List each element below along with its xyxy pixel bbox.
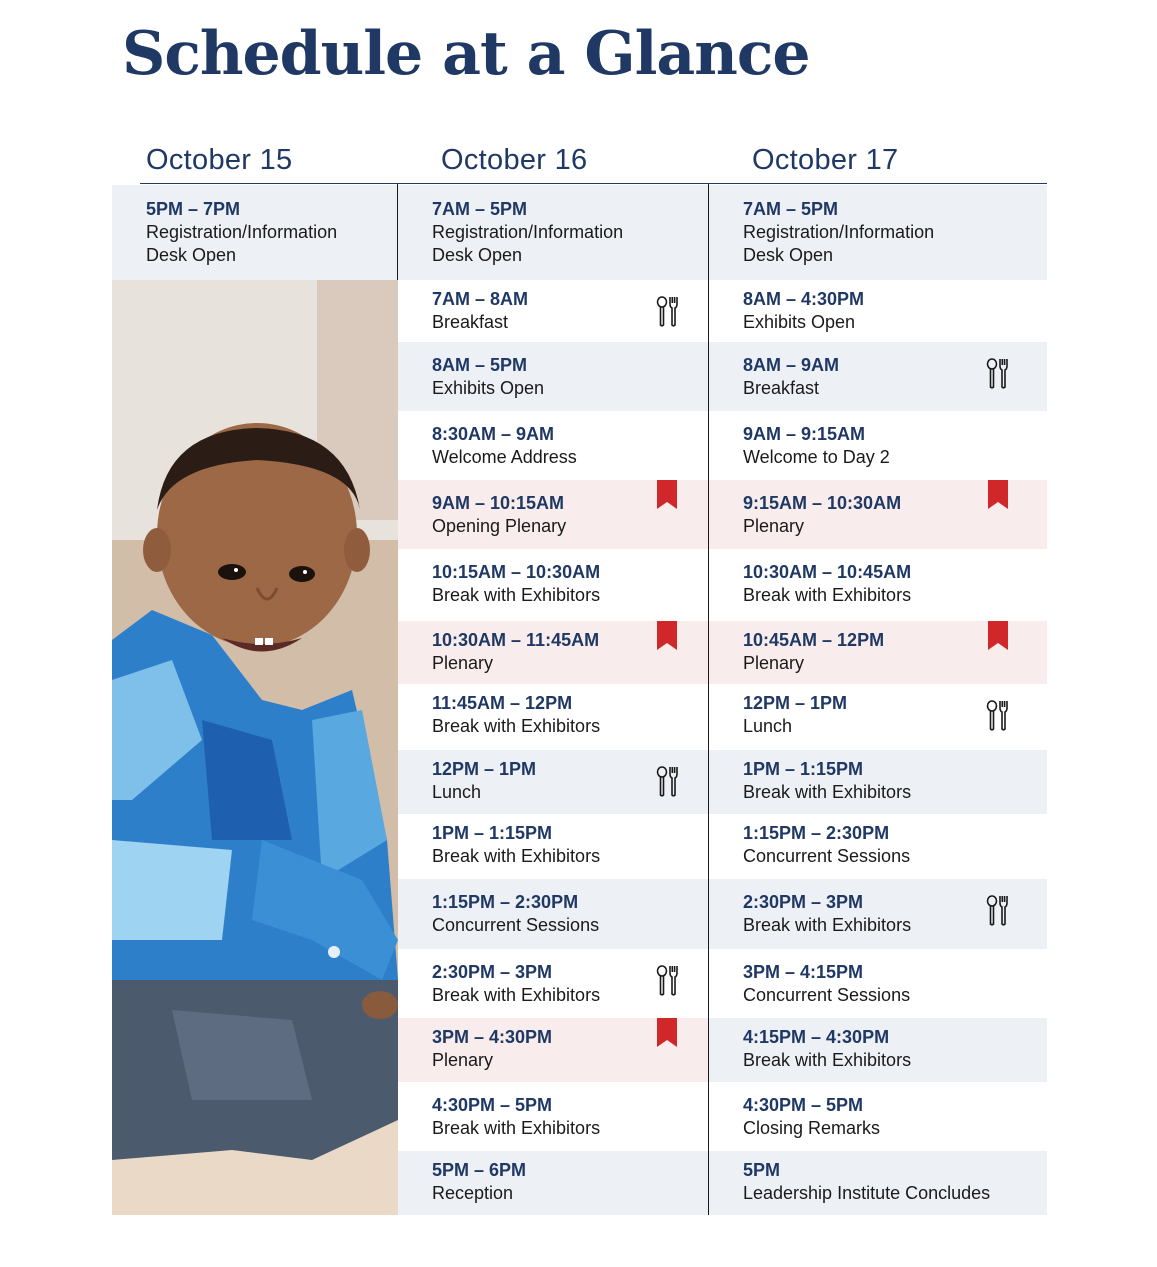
event-time: 2:30PM – 3PM: [743, 892, 864, 912]
event-title: Leadership Institute Concludes: [743, 1183, 991, 1203]
schedule-row: [398, 549, 708, 621]
day-header-oct-15: October 15: [146, 144, 293, 176]
schedule-row: [398, 342, 708, 411]
utensils-icon: [656, 965, 680, 1002]
event-title: Lunch: [432, 782, 482, 802]
bookmark-icon: [988, 480, 1008, 515]
event-title: Plenary: [743, 653, 805, 673]
event-title: Break with Exhibitors: [743, 782, 912, 802]
event-time: 3PM – 4:15PM: [743, 962, 864, 982]
header-divider: [140, 183, 1047, 184]
event-title: Desk Open: [146, 245, 237, 265]
event-title: Desk Open: [743, 245, 834, 265]
event-title: Plenary: [743, 516, 805, 536]
event-title: Registration/Information: [432, 222, 624, 242]
schedule-row: [398, 1082, 708, 1151]
bookmark-icon: [657, 621, 677, 656]
day-header-oct-16: October 16: [441, 144, 588, 176]
utensils-icon: [986, 700, 1010, 737]
schedule-row: [709, 185, 1047, 280]
event-time: 9:15AM – 10:30AM: [743, 493, 902, 513]
event-title: Breakfast: [743, 378, 820, 398]
event-title: Lunch: [743, 716, 793, 736]
event-time: 1:15PM – 2:30PM: [432, 892, 579, 912]
schedule-row: [398, 185, 708, 280]
event-title: Break with Exhibitors: [743, 915, 912, 935]
utensils-icon: [986, 895, 1010, 932]
schedule-row: [398, 879, 708, 949]
day-header-oct-17: October 17: [752, 144, 899, 176]
schedule-row: [709, 411, 1047, 480]
schedule-row: [709, 1082, 1047, 1151]
event-title: Reception: [432, 1183, 514, 1203]
column-divider-2: [708, 184, 709, 1215]
utensils-icon: [656, 766, 680, 803]
event-time: 10:15AM – 10:30AM: [432, 562, 601, 582]
column-divider-1: [397, 184, 398, 280]
event-title: Welcome to Day 2: [743, 447, 890, 467]
schedule-row: [398, 411, 708, 480]
schedule-row: [398, 621, 708, 684]
event-time: 8AM – 9AM: [743, 355, 840, 375]
event-title: Registration/Information: [146, 222, 338, 242]
schedule-row: [398, 814, 708, 879]
schedule-row: [398, 949, 708, 1018]
event-time: 1PM – 1:15PM: [432, 823, 553, 843]
event-time: 9AM – 9:15AM: [743, 424, 866, 444]
event-time: 8AM – 5PM: [432, 355, 528, 375]
event-title: Concurrent Sessions: [432, 915, 600, 935]
schedule-row: [709, 949, 1047, 1018]
event-time: 12PM – 1PM: [432, 759, 537, 779]
schedule-row: [709, 280, 1047, 342]
event-time: 8:30AM – 9AM: [432, 424, 555, 444]
schedule-row: [709, 1018, 1047, 1082]
utensils-icon: [986, 358, 1010, 395]
event-time: 4:30PM – 5PM: [432, 1095, 553, 1115]
event-time: 7AM – 5PM: [743, 199, 839, 219]
schedule-row: [709, 549, 1047, 621]
event-time: 5PM – 7PM: [146, 199, 241, 219]
event-time: 11:45AM – 12PM: [432, 693, 573, 713]
event-title: Opening Plenary: [432, 516, 567, 536]
event-time: 5PM: [743, 1160, 781, 1180]
event-title: Break with Exhibitors: [432, 985, 601, 1005]
event-time: 10:30AM – 11:45AM: [432, 630, 600, 650]
event-title: Registration/Information: [743, 222, 935, 242]
event-title: Plenary: [432, 1050, 494, 1070]
toddler-illustration: [112, 280, 398, 1215]
schedule-row: [398, 1151, 708, 1215]
event-title: Break with Exhibitors: [743, 1050, 912, 1070]
utensils-icon: [656, 296, 680, 333]
event-title: Welcome Address: [432, 447, 577, 467]
event-time: 1PM – 1:15PM: [743, 759, 864, 779]
event-time: 10:45AM – 12PM: [743, 630, 885, 650]
event-time: 4:15PM – 4:30PM: [743, 1027, 890, 1047]
event-time: 8AM – 4:30PM: [743, 289, 865, 309]
schedule-row: [398, 480, 708, 549]
event-time: 9AM – 10:15AM: [432, 493, 565, 513]
schedule-row: [709, 342, 1047, 411]
bookmark-icon: [657, 1018, 677, 1053]
event-title: Exhibits Open: [432, 378, 545, 398]
schedule-row: [709, 750, 1047, 814]
event-title: Breakfast: [432, 312, 509, 332]
event-title: Plenary: [432, 653, 494, 673]
event-title: Concurrent Sessions: [743, 846, 911, 866]
schedule-row: [709, 480, 1047, 549]
event-time: 10:30AM – 10:45AM: [743, 562, 912, 582]
schedule-row: [398, 750, 708, 814]
bookmark-icon: [657, 480, 677, 515]
bookmark-icon: [988, 621, 1008, 656]
event-time: 7AM – 8AM: [432, 289, 529, 309]
schedule-row: [709, 879, 1047, 949]
schedule-row: [709, 621, 1047, 684]
event-title: Break with Exhibitors: [432, 585, 601, 605]
page-title: Schedule at a Glance: [122, 19, 810, 89]
event-title: Break with Exhibitors: [743, 585, 912, 605]
event-title: Break with Exhibitors: [432, 846, 601, 866]
event-time: 1:15PM – 2:30PM: [743, 823, 890, 843]
event-time: 12PM – 1PM: [743, 693, 848, 713]
schedule-row: [709, 814, 1047, 879]
toddler-photo: [112, 280, 398, 1215]
schedule-row: [709, 684, 1047, 750]
event-title: Exhibits Open: [743, 312, 856, 332]
event-time: 4:30PM – 5PM: [743, 1095, 864, 1115]
schedule-row: [398, 684, 708, 750]
event-title: Concurrent Sessions: [743, 985, 911, 1005]
event-time: 7AM – 5PM: [432, 199, 528, 219]
schedule-row: [398, 280, 708, 342]
schedule-row: [398, 1018, 708, 1082]
schedule-row: [112, 185, 398, 280]
event-time: 3PM – 4:30PM: [432, 1027, 553, 1047]
event-title: Break with Exhibitors: [432, 1118, 601, 1138]
event-time: 2:30PM – 3PM: [432, 962, 553, 982]
schedule-row: [709, 1151, 1047, 1215]
event-time: 5PM – 6PM: [432, 1160, 527, 1180]
event-title: Closing Remarks: [743, 1118, 881, 1138]
event-title: Break with Exhibitors: [432, 716, 601, 736]
event-title: Desk Open: [432, 245, 523, 265]
